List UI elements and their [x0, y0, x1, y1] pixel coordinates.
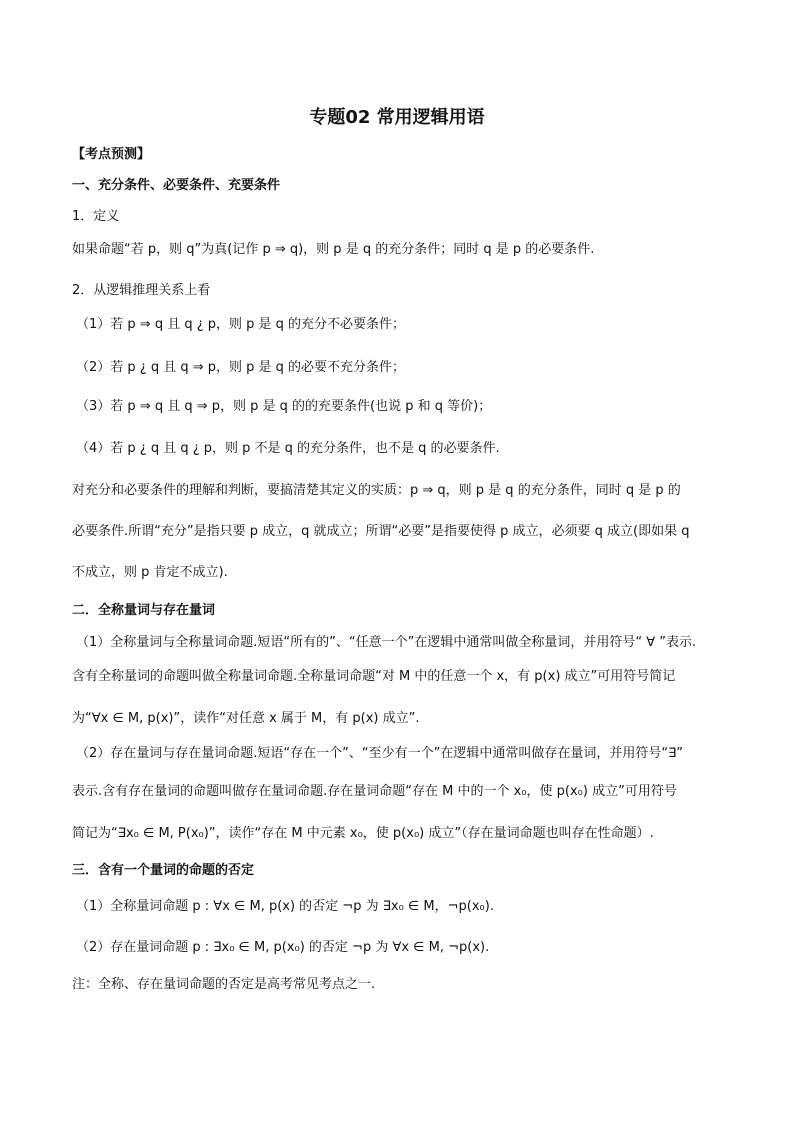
note-text: 注：全称、存在量词命题的否定是高考常见考点之一.: [72, 977, 376, 992]
paragraph-line: 简记为“∃x₀ ∈ M, P(x₀)”，读作“存在 M 中元素 x₀，使 p(x₀) 成立”（存在量词命题也叫存在性命题）.: [72, 826, 654, 841]
forecast-label: 【考点预测】: [72, 147, 151, 162]
page-title: 专题02 常用逻辑用语: [309, 107, 485, 128]
list-item: （1）若 p ⇒ q 且 q ¿ p，则 p 是 q 的充分不必要条件；: [76, 317, 406, 332]
subheading-definition: 1．定义: [72, 209, 120, 224]
paragraph-line: 为“∀x ∈ M, p(x)”，读作“对任意 x 属于 M，有 p(x) 成立”.: [72, 711, 420, 726]
paragraph-line: （2）存在量词与存在量词命题.短语“存在一个”、“至少有一个”在逻辑中通常叫做存在量词，并用符号“∃”: [76, 746, 684, 761]
section-1-heading: 一、充分条件、必要条件、充要条件: [72, 178, 281, 193]
list-item: （2）存在量词命题 p : ∃x₀ ∈ M, p(x₀) 的否定 ¬p 为 ∀x ∈ M, ¬p(x).: [76, 940, 490, 955]
section-3-heading: 三．含有一个量词的命题的否定: [72, 863, 255, 878]
paragraph-line: 含有全称量词的命题叫做全称量词命题.全称量词命题“对 M 中的任意一个 x，有 p(x) 成立”可用符号简记: [72, 669, 676, 684]
list-item: （1）全称量词命题 p : ∀x ∈ M, p(x) 的否定 ¬p 为 ∃x₀ ∈ M，¬p(x₀).: [76, 899, 494, 914]
paragraph-line: （1）全称量词与全称量词命题.短语“所有的”、“任意一个”在逻辑中通常叫做全称量词，并用符号“ ∀ ”表示.: [76, 635, 697, 650]
list-item: （3）若 p ⇒ q 且 q ⇒ p，则 p 是 q 的的充要条件(也说 p 和 q 等价)；: [76, 399, 492, 414]
subheading-logic: 2．从逻辑推理关系上看: [72, 283, 211, 298]
definition-text: 如果命题“若 p，则 q”为真(记作 p ⇒ q)，则 p 是 q 的充分条件；同时 q 是 p 的必要条件.: [72, 242, 595, 257]
list-item: （2）若 p ¿ q 且 q ⇒ p，则 p 是 q 的必要不充分条件；: [76, 360, 406, 375]
list-item: （4）若 p ¿ q 且 q ¿ p，则 p 不是 q 的充分条件，也不是 q 的必要条件.: [76, 441, 500, 456]
paragraph-line: 必要条件.所谓“充分”是指只要 p 成立，q 就成立；所谓“必要”是指要使得 p 成立，必须要 q 成立(即如果 q: [72, 524, 690, 539]
paragraph-line: 对充分和必要条件的理解和判断，要搞清楚其定义的实质：p ⇒ q，则 p 是 q 的充分条件，同时 q 是 p 的: [72, 483, 681, 498]
section-2-heading: 二．全称量词与存在量词: [72, 603, 216, 618]
paragraph-line: 不成立，则 p 肯定不成立).: [72, 565, 228, 580]
paragraph-line: 表示.含有存在量词的命题叫做存在量词命题.存在量词命题“存在 M 中的一个 x₀，使 p(x₀) 成立”可用符号: [72, 784, 677, 799]
